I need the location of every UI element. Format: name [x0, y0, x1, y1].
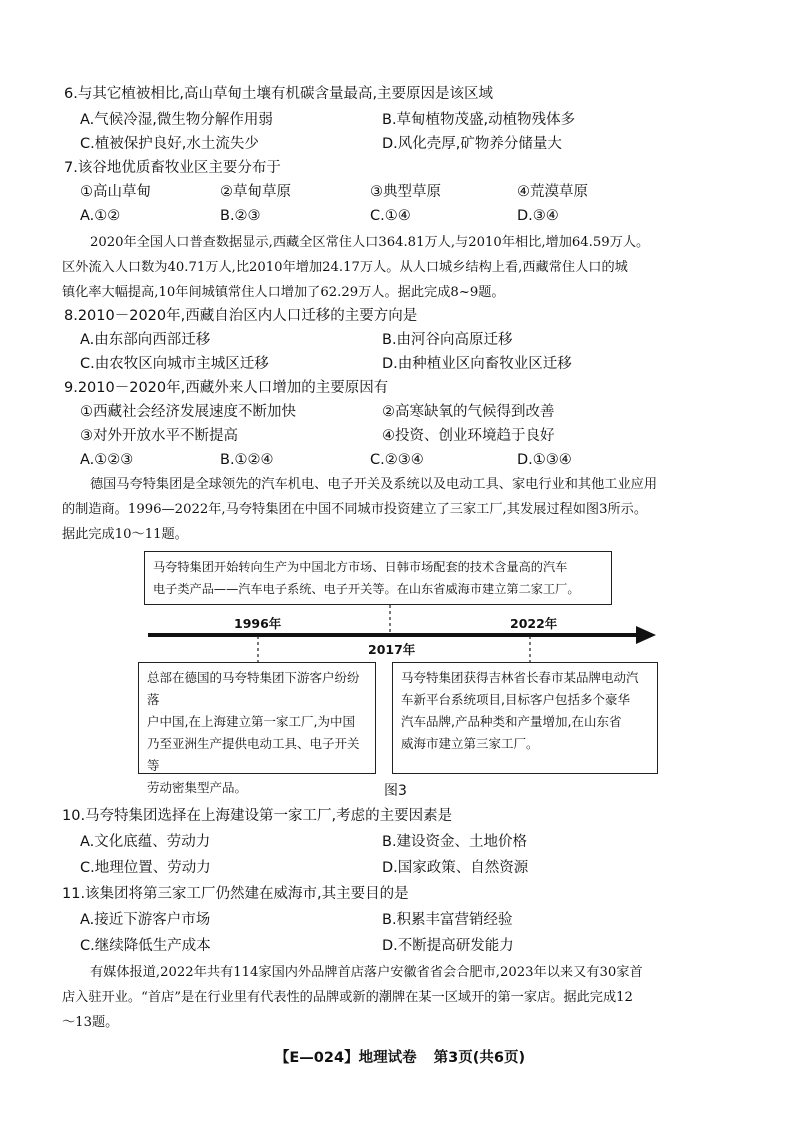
q8-option-c: C.由农牧区向城市主城区迁移	[80, 356, 269, 372]
q10-option-b: B.建设资金、土地价格	[382, 834, 528, 850]
passage-first-stores-line2: 店入驻开业。“首店”是在行业里有代表性的品牌或新的潮牌在某一区域开的第一家店。据此完成12	[62, 990, 633, 1005]
timeline-arrowhead-icon	[636, 626, 656, 644]
passage-population-line2: 区外流入人口数为40.71万人,比2010年增加24.17万人。从人口城乡结构上看,西藏常住人口的城	[62, 260, 628, 275]
q11-option-c: C.继续降低生产成本	[80, 938, 211, 954]
q6-option-a: A.气候冷湿,微生物分解作用弱	[80, 112, 273, 128]
passage-marquardt-line1: 德国马夸特集团是全球领先的汽车机电、电子开关及系统以及电动工具、家电行业和其他工业应用	[90, 477, 658, 492]
q10-stem: 10.马夸特集团选择在上海建设第一家工厂,考虑的主要因素是	[62, 808, 453, 824]
q11-option-d: D.不断提高研发能力	[382, 938, 514, 954]
q7-option-a: A.①②	[80, 208, 121, 224]
q9-item-3: ③对外开放水平不断提高	[80, 428, 238, 444]
q9-option-d: D.①③④	[517, 452, 572, 468]
q8-option-d: D.由种植业区向畜牧业区迁移	[382, 356, 572, 372]
q7-option-c: C.①④	[370, 208, 411, 224]
passage-first-stores	[62, 960, 742, 1035]
passage-population-line1: 2020年全国人口普查数据显示,西藏全区常住人口364.81万人,与2010年相比,增加64.59万人。	[90, 235, 650, 250]
q6-option-b: B.草甸植物茂盛,动植物残体多	[382, 112, 576, 128]
q8-option-b: B.由河谷向高原迁移	[382, 332, 513, 348]
timeline-box-1996-line2: 户中国,在上海建立第一家工厂,为中国	[147, 714, 355, 729]
timeline-box-2022-line4: 威海市建立第三家工厂。	[401, 736, 539, 751]
timeline-box-1996-line3: 乃至亚洲生产提供电动工具、电子开关等	[147, 736, 360, 773]
passage-marquardt-line2: 的制造商。1996—2022年,马夸特集团在中国不同城市投资建立了三家工厂,其发展过程如图3所示。	[62, 502, 648, 517]
q10-option-c: C.地理位置、劳动力	[80, 860, 211, 876]
q11-option-a: A.接近下游客户市场	[80, 912, 211, 928]
q9-option-c: C.②③④	[370, 452, 424, 468]
timeline-box-2022-line3: 汽车品牌,产品种类和产量增加,在山东省	[401, 714, 622, 729]
exam-code: 【E—024】地理试卷	[274, 1050, 417, 1066]
timeline-box-1996	[138, 662, 376, 795]
passage-population-line3: 镇化率大幅提高,10年间城镇常住人口增加了62.29万人。据此完成8~9题。	[62, 285, 505, 300]
year-1996: 1996年	[234, 616, 282, 631]
passage-first-stores-line3: ～13题。	[62, 1015, 119, 1030]
timeline-box-1996-line4: 劳动密集型产品。	[147, 780, 248, 795]
timeline-box-2022-line2: 车新平台系统项目,目标客户包括多个豪华	[401, 692, 630, 707]
q6-option-c: C.植被保护良好,水土流失少	[80, 136, 259, 152]
timeline-box-2022-line1: 马夸特集团获得吉林省长春市某品牌电动汽	[401, 670, 639, 685]
q6-stem: 6.与其它植被相比,高山草甸土壤有机碳含量最高,主要原因是该区域	[64, 86, 494, 102]
timeline-box-2017-line2: 电子类产品——汽车电子系统、电子开关等。在山东省威海市建立第二家工厂。	[153, 582, 580, 596]
q7-stem: 7.该谷地优质畜牧业区主要分布于	[64, 160, 281, 176]
q9-item-4: ④投资、创业环境趋于良好	[382, 428, 555, 444]
q10-option-d: D.国家政策、自然资源	[382, 860, 529, 876]
figure-caption: 图3	[384, 783, 407, 799]
q7-item-4: ④荒漠草原	[517, 184, 588, 200]
page-footer	[0, 1046, 800, 1067]
timeline-box-2022	[392, 662, 658, 774]
timeline-box-2017	[144, 551, 612, 605]
passage-first-stores-line1: 有媒体报道,2022年共有114家国内外品牌首店落户安徽省省会合肥市,2023年以来又有30家首	[90, 965, 643, 980]
q9-stem: 9.2010－2020年,西藏外来人口增加的主要原因有	[64, 380, 389, 396]
year-2022: 2022年	[510, 616, 558, 631]
q9-option-a: A.①②③	[80, 452, 134, 468]
passage-marquardt-line3: 据此完成10～11题。	[62, 527, 188, 542]
q7-option-b: B.②③	[220, 208, 261, 224]
year-2017: 2017年	[368, 642, 416, 657]
q7-option-d: D.③④	[517, 208, 559, 224]
q11-option-b: B.积累丰富营销经验	[382, 912, 513, 928]
q9-option-b: B.①②④	[220, 452, 274, 468]
q7-item-3: ③典型草原	[370, 184, 441, 200]
passage-population	[62, 230, 742, 305]
timeline-box-1996-line1: 总部在德国的马夸特集团下游客户纷纷落	[147, 670, 360, 707]
q8-option-a: A.由东部向西部迁移	[80, 332, 211, 348]
q8-stem: 8.2010－2020年,西藏自治区内人口迁移的主要方向是	[64, 308, 418, 324]
timeline-box-2017-line1: 马夸特集团开始转向生产为中国北方市场、日韩市场配套的技术含量高的汽车	[153, 560, 568, 574]
passage-marquardt	[62, 472, 742, 547]
q7-item-1: ①高山草甸	[80, 184, 151, 200]
q11-stem: 11.该集团将第三家工厂仍然建在威海市,其主要目的是	[62, 886, 409, 902]
q7-item-2: ②草甸草原	[220, 184, 291, 200]
q9-item-2: ②高寒缺氧的气候得到改善	[382, 404, 555, 420]
q6-option-d: D.风化壳厚,矿物养分储量大	[382, 136, 562, 152]
page-number: 第3页(共6页)	[433, 1050, 526, 1066]
q9-item-1: ①西藏社会经济发展速度不断加快	[80, 404, 296, 420]
q10-option-a: A.文化底蕴、劳动力	[80, 834, 211, 850]
